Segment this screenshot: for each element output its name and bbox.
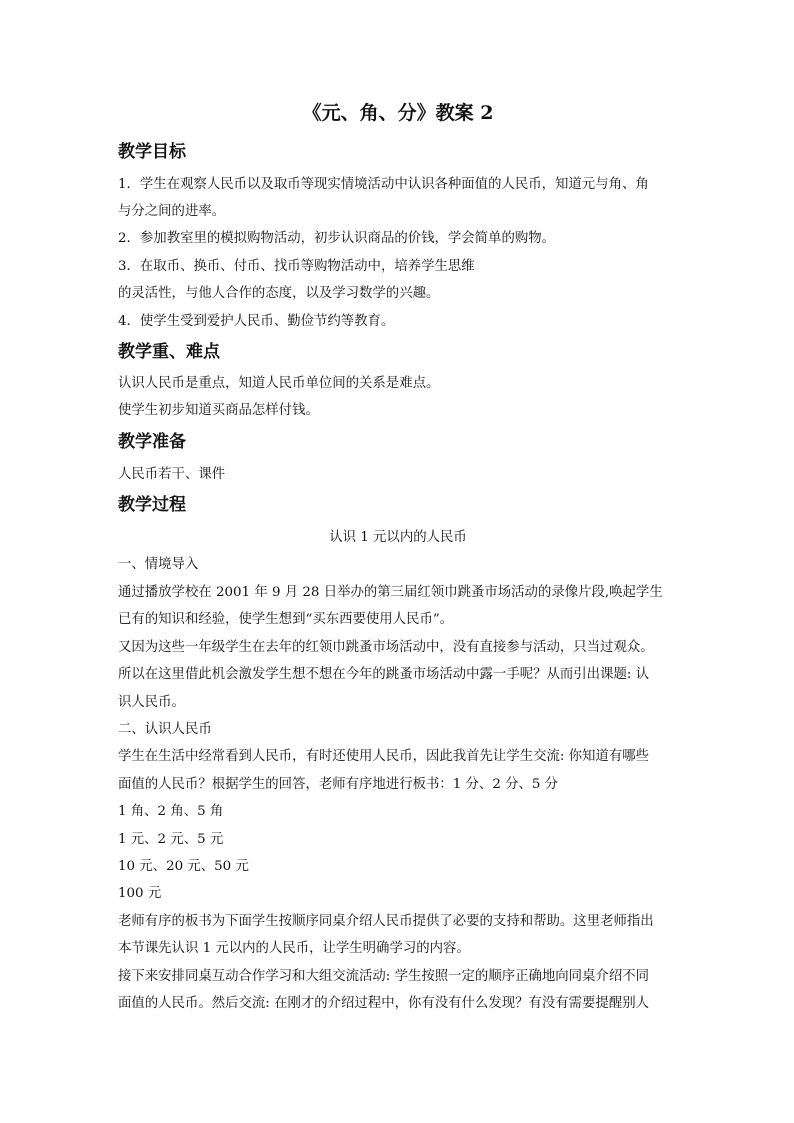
goals-line-6: 4．使学生受到爱护人民币、勤俭节约等教育。 bbox=[118, 314, 395, 329]
process-line-2: 通过播放学校在 2001 年 9 月 28 日举办的第三届红领巾跳蚤市场活动的录像片段,唤起学生 bbox=[118, 585, 663, 600]
goals-line-2: 与分之间的进率。 bbox=[118, 204, 226, 219]
heading-key-points: 教学重、难点 bbox=[118, 342, 220, 362]
process-subtitle: 认识 1 元以内的人民币 bbox=[329, 530, 467, 545]
process-line-6: 识人民币。 bbox=[118, 695, 185, 710]
goals-line-5: 的灵活性，与他人合作的态度，以及学习数学的兴趣。 bbox=[118, 286, 440, 301]
process-line-7: 二、认识人民币 bbox=[118, 722, 212, 737]
document-title: 《元、角、分》教案 2 bbox=[302, 102, 494, 124]
process-line-1: 一、情境导入 bbox=[118, 557, 199, 572]
process-line-10: 1 角、2 角、5 角 bbox=[118, 804, 224, 819]
prep-line-1: 人民币若干、课件 bbox=[118, 467, 226, 482]
process-line-16: 接下来安排同桌互动合作学习和大组交流活动: 学生按照一定的顺序正确地向同桌介绍不同 bbox=[118, 969, 649, 984]
process-line-11: 1 元、2 元、5 元 bbox=[118, 832, 224, 847]
goals-line-3: 2．参加教室里的模拟购物活动，初步认识商品的价钱，学会简单的购物。 bbox=[118, 231, 556, 246]
process-line-13: 100 元 bbox=[118, 886, 162, 901]
heading-teaching-goals: 教学目标 bbox=[118, 142, 186, 162]
process-line-15: 本节课先认识 1 元以内的人民币，让学生明确学习的内容。 bbox=[118, 941, 470, 956]
heading-teaching-process: 教学过程 bbox=[118, 495, 186, 515]
process-line-5: 所以在这里借此机会激发学生想不想在今年的跳蚤市场活动中露一手呢？从而引出课题: 认 bbox=[118, 667, 649, 682]
process-line-17: 面值的人民币。然后交流: 在刚才的介绍过程中，你有没有什么发现？有没有需要提醒别人 bbox=[118, 996, 649, 1011]
keypoints-line-1: 认识人民币是重点，知道人民币单位间的关系是难点。 bbox=[118, 376, 440, 391]
process-line-4: 又因为这些一年级学生在去年的红领巾跳蚤市场活动中，没有直接参与活动，只当过观众。 bbox=[118, 640, 654, 655]
process-line-9: 面值的人民币？根据学生的回答，老师有序地进行板书：1 分、2 分、5 分 bbox=[118, 777, 559, 792]
process-line-8: 学生在生活中经常看到人民币，有时还使用人民币，因此我首先让学生交流: 你知道有哪些 bbox=[118, 749, 649, 764]
heading-preparation: 教学准备 bbox=[118, 432, 186, 452]
goals-line-4: 3．在取币、换币、付币、找币等购物活动中，培养学生思维 bbox=[118, 259, 475, 274]
keypoints-line-2: 使学生初步知道买商品怎样付钱。 bbox=[118, 403, 319, 418]
process-line-14: 老师有序的板书为下面学生按顺序同桌介绍人民币提供了必要的支持和帮助。这里老师指出 bbox=[118, 914, 654, 929]
goals-line-1: 1．学生在观察人民币以及取币等现实情境活动中认识各种面值的人民币，知道元与角、角 bbox=[118, 177, 649, 192]
process-line-3: 已有的知识和经验，使学生想到“买东西要使用人民币”。 bbox=[118, 612, 454, 627]
process-line-12: 10 元、20 元、50 元 bbox=[118, 859, 249, 874]
